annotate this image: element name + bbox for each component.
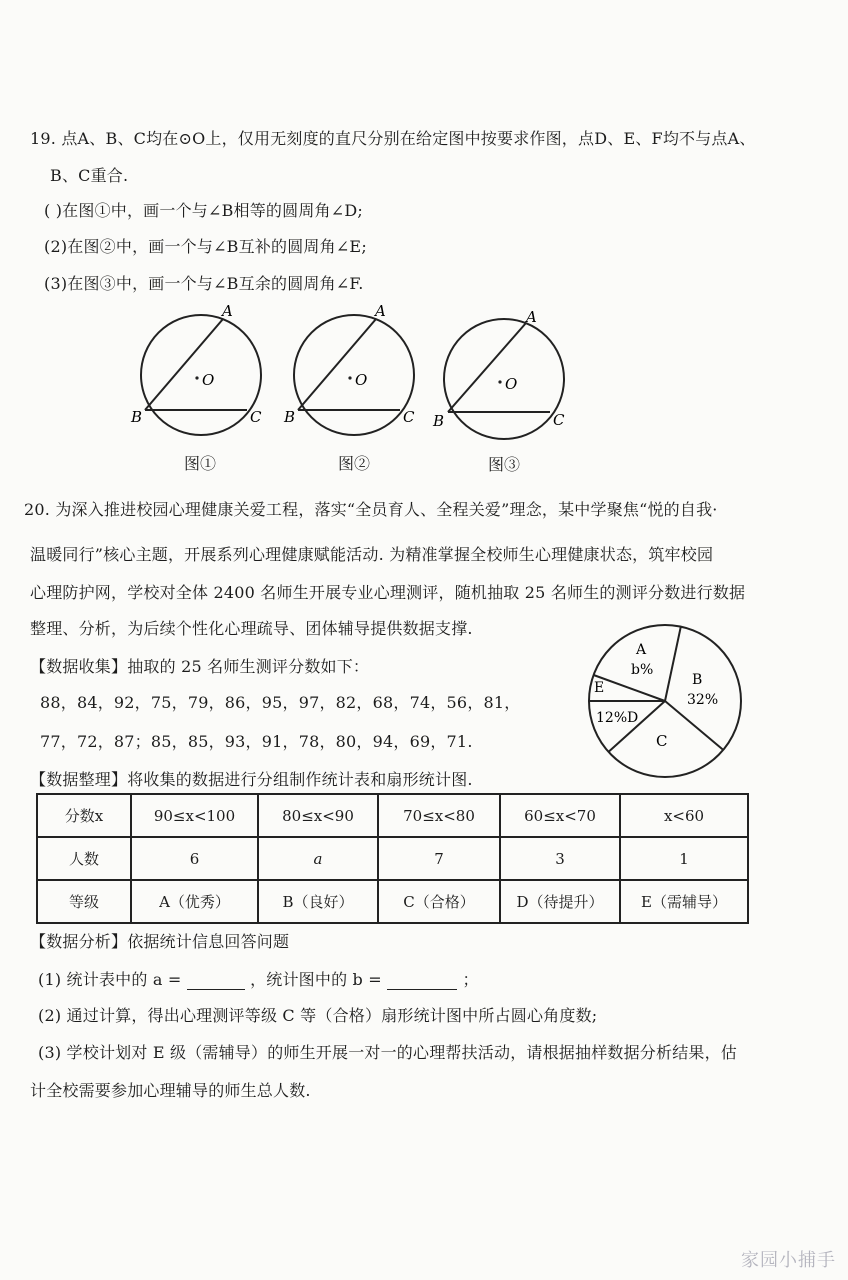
table-cell: C（合格）: [378, 880, 500, 923]
label-a-3: A: [526, 308, 537, 326]
organize-title: 【数据整理】将收集的数据进行分组制作统计表和扇形统计图.: [30, 770, 473, 789]
pie-value-a: b%: [631, 662, 654, 678]
circle-o-1: [141, 315, 261, 435]
circle-figure-2: [279, 300, 429, 440]
q20-sub2: (2) 通过计算，得出心理测评等级 C 等（合格）扇形统计图中所占圆心角度数;: [38, 1006, 598, 1025]
label-c-3: C: [553, 411, 565, 429]
chord-ab-3: [448, 323, 526, 412]
pie-label-c: C: [656, 732, 668, 750]
q19-part2: (2)在图②中，画一个与∠B互补的圆周角∠E;: [44, 237, 367, 256]
pie-label-a: A: [636, 642, 647, 658]
label-b-2: B: [284, 408, 296, 426]
q20-sub1: [38, 967, 479, 990]
q19-stem-line1: 19. 点A、B、C均在⊙O上，仅用无刻度的直尺分别在给定图中按要求作图，点D、E、F均不与点A、: [30, 129, 756, 148]
center-dot-3: [498, 380, 501, 383]
q20-intro-line4: 整理、分析，为后续个性化心理疏导、团体辅导提供数据支撑.: [30, 619, 473, 638]
table-cell: 70≤x<80: [378, 794, 500, 837]
table-row-header: [37, 794, 748, 837]
pie-label-e: E: [594, 680, 605, 696]
table-cell: a: [258, 837, 378, 880]
center-dot-1: [195, 376, 198, 379]
table-cell: 80≤x<90: [258, 794, 378, 837]
label-b-3: B: [433, 412, 445, 430]
figure-3-caption: 图③: [487, 455, 520, 474]
q1-mid: ，统计图中的 b =: [250, 970, 382, 989]
scores-line2: 77，72，87；85，85，93，91，78，80，94，69，71.: [40, 732, 473, 751]
table-cell: 3: [500, 837, 620, 880]
watermark: 家园小捕手: [741, 1250, 836, 1271]
collect-title: 【数据收集】抽取的 25 名师生测评分数如下：: [30, 657, 370, 676]
answer-blank-b[interactable]: [387, 970, 457, 990]
label-c-1: C: [250, 408, 262, 426]
q20-sub3-line2: 计全校需要参加心理辅导的师生总人数.: [30, 1081, 311, 1100]
table-row-counts: [37, 837, 748, 880]
q20-intro-line2: 温暖同行”核心主题，开展系列心理健康赋能活动. 为精准掌握全校师生心理健康状态，筑牢校园: [30, 545, 714, 564]
circle-o-3: [444, 319, 564, 439]
label-a-1: A: [222, 302, 233, 320]
q1-prefix: (1) 统计表中的 a =: [38, 970, 182, 989]
circle-figure-1: [126, 300, 276, 440]
answer-blank-a[interactable]: [187, 970, 245, 990]
table-cell: x<60: [620, 794, 748, 837]
table-cell: 6: [131, 837, 258, 880]
label-b-1: B: [131, 408, 143, 426]
table-cell: 90≤x<100: [131, 794, 258, 837]
radius-e-a: [594, 675, 665, 701]
label-c-2: C: [403, 408, 415, 426]
analysis-title: 【数据分析】依据统计信息回答问题: [30, 932, 290, 951]
table-cell: 人数: [37, 837, 131, 880]
label-a-2: A: [375, 302, 386, 320]
q20-intro-line1: 20. 为深入推进校园心理健康关爱工程，落实“全员育人、全程关爱”理念，某中学聚焦“悦的自我·: [24, 500, 718, 519]
q19-stem-line2: B、C重合.: [50, 166, 129, 185]
pie-value-d: 12%: [596, 710, 628, 726]
table-cell: D（待提升）: [500, 880, 620, 923]
table-cell: 7: [378, 837, 500, 880]
circle-figure-3: [429, 304, 579, 444]
table-cell: A（优秀）: [131, 880, 258, 923]
table-cell: 1: [620, 837, 748, 880]
radius-a-b: [665, 627, 681, 701]
circle-o-2: [294, 315, 414, 435]
q19-part1: ( )在图①中，画一个与∠B相等的圆周角∠D;: [44, 201, 363, 220]
radius-b-c: [665, 701, 723, 750]
q1-end: ；: [462, 970, 479, 989]
label-o-2: O: [355, 371, 368, 389]
table-cell: 60≤x<70: [500, 794, 620, 837]
frequency-table: [36, 793, 749, 924]
pie-value-b: 32%: [687, 692, 719, 708]
pie-label-d: D: [627, 710, 639, 726]
table-cell: E（需辅导）: [620, 880, 748, 923]
q20-intro-line3: 心理防护网，学校对全体 2400 名师生开展专业心理测评，随机抽取 25 名师生的测评分数进行数据: [30, 583, 746, 602]
chord-ab-1: [145, 319, 223, 410]
figure-1-caption: 图①: [183, 454, 216, 473]
center-dot-2: [348, 376, 351, 379]
q19-part3: (3)在图③中，画一个与∠B互余的圆周角∠F.: [44, 274, 364, 293]
label-o-3: O: [505, 375, 518, 393]
table-cell: 等级: [37, 880, 131, 923]
label-o-1: O: [202, 371, 215, 389]
table-cell: B（良好）: [258, 880, 378, 923]
chord-ab-2: [298, 319, 376, 410]
pie-chart: [586, 622, 746, 782]
scores-line1: 88，84，92，75，79，86，95，97，82，68，74，56，81，: [40, 693, 521, 712]
q20-sub3-line1: (3) 学校计划对 E 级（需辅导）的师生开展一对一的心理帮扶活动，请根据抽样数据分析结果，估: [38, 1043, 738, 1062]
table-row-grades: [37, 880, 748, 923]
table-cell: 分数x: [37, 794, 131, 837]
pie-label-b: B: [692, 672, 703, 688]
figure-2-caption: 图②: [337, 454, 370, 473]
